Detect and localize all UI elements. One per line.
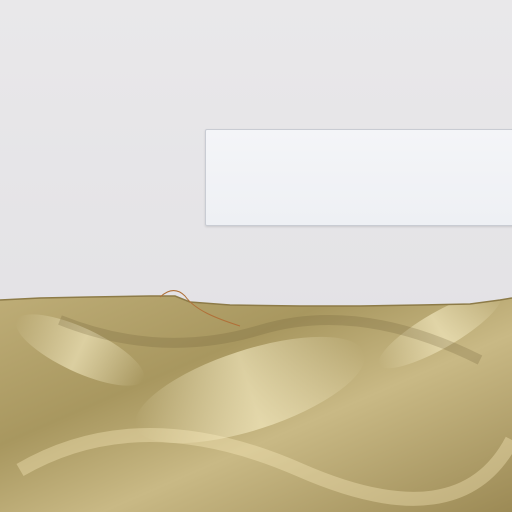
fabric-body: [0, 279, 512, 512]
